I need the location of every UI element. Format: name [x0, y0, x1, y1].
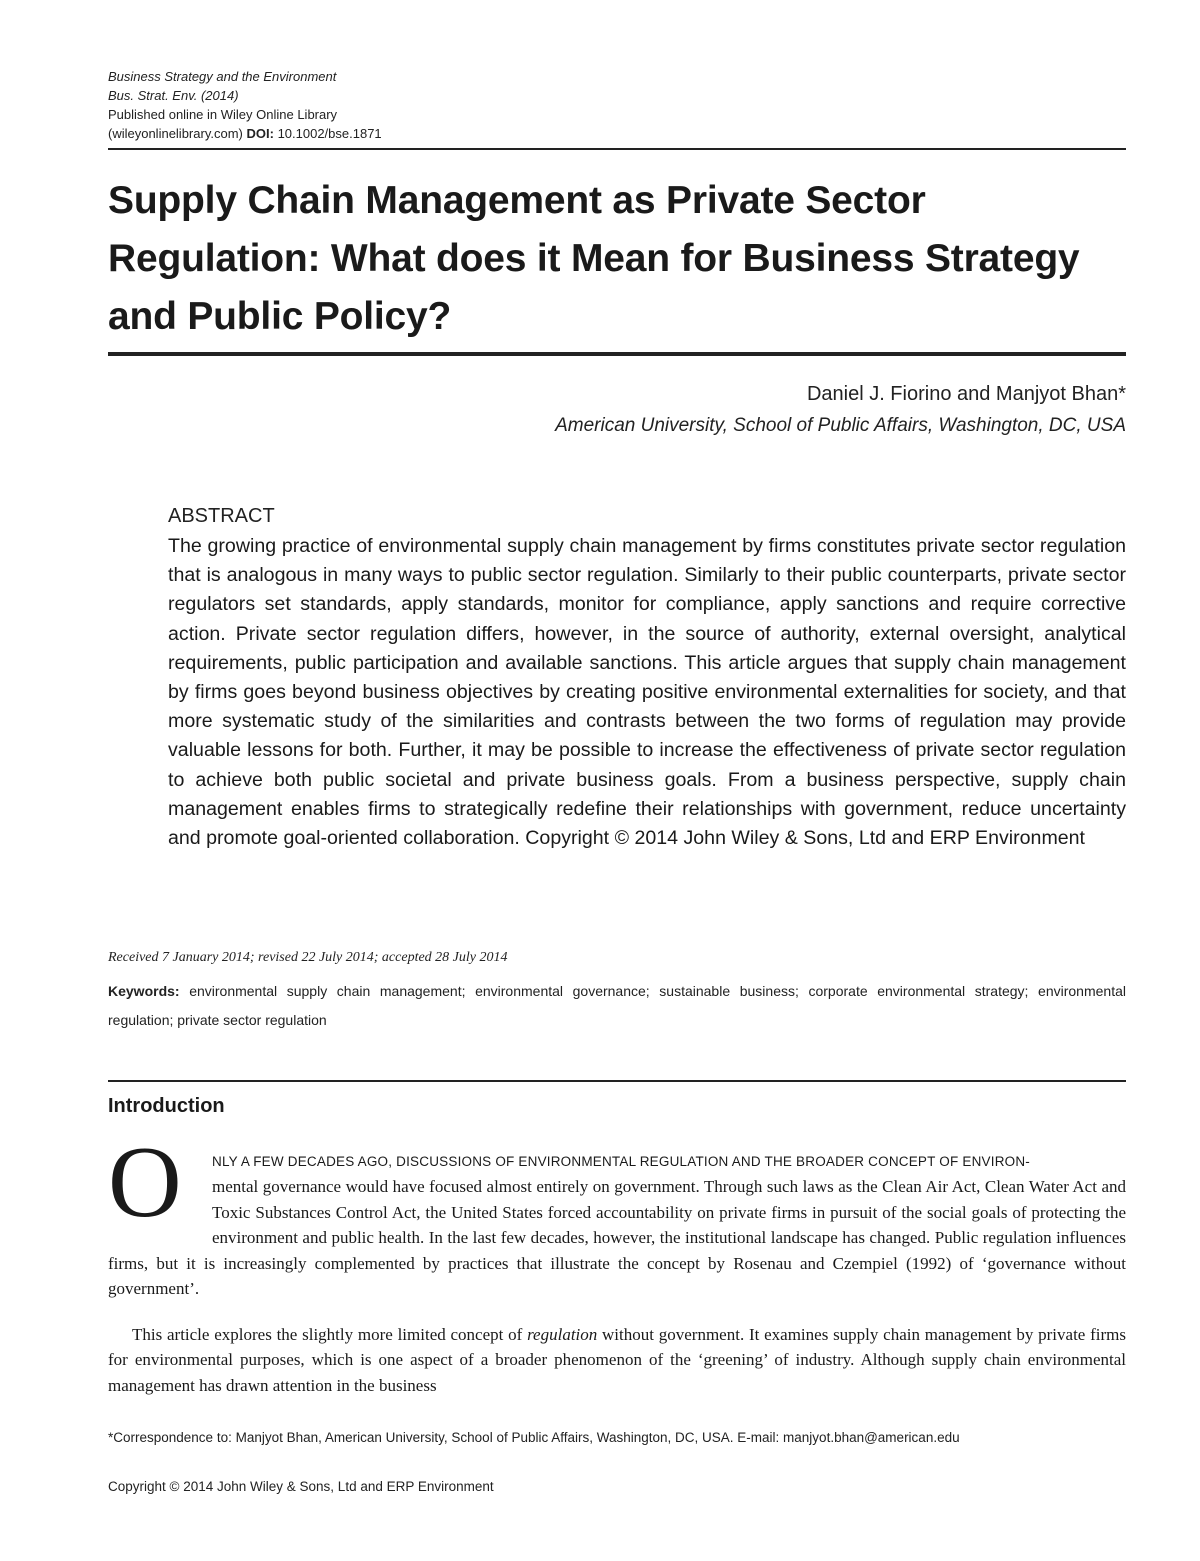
author-list: Daniel J. Fiorino and Manjyot Bhan* [806, 383, 1126, 405]
page-copyright: Copyright © 2014 John Wiley & Sons, Ltd and ERP Environment [108, 1479, 494, 1494]
doi-value[interactable]: 10.1002/bse.1871 [277, 126, 382, 141]
section-heading-introduction: Introduction [108, 1095, 225, 1117]
correspondence-footnote: *Correspondence to: Manjyot Bhan, American University, School of Public Affairs, Washington, DC, USA. E-mail: manjyot.bhan@american.edu [108, 1430, 960, 1445]
drop-cap-space [108, 1148, 212, 1246]
journal-abbrev: Bus. Strat. Env. (2014) [108, 88, 239, 103]
article-dates: Received 7 January 2014; revised 22 July 2014; accepted 28 July 2014 [108, 950, 508, 965]
journal-header [108, 67, 1128, 143]
header-divider [108, 148, 1126, 150]
intro-paragraph-1-text: mental governance would have focused almost entirely on government. Through such laws as the Clean Air Act, Clean Water Act and Toxic Substances Control Act, the United States forced accountability on private firms in pursuit of the social goals of protecting the environment and public health. In the last few decades, however, the institutional landscape has changed. Public regulation influences firms, but it is increasingly complemented by practices that illustrate the concept by Rosenau and Czempiel (1992) of ‘governance without government’. [108, 1177, 1126, 1299]
intro-lead-caps: NLY A FEW DECADES AGO, DISCUSSIONS OF ENVIRONMENTAL REGULATION AND THE BROADER CONCEPT OF ENVIRON- [212, 1154, 1030, 1169]
keywords-text: environmental supply chain management; environmental governance; sustainable business; corporate environmental strategy; environmental regulation; private sector regulation [108, 983, 1126, 1028]
article-title: Supply Chain Management as Private Sector Regulation: What does it Mean for Business Strategy and Public Policy? [108, 179, 1080, 338]
intro-paragraph-1 [108, 1148, 1126, 1301]
keywords-label: Keywords: [108, 983, 180, 999]
intro-p2-after: without government. It examines supply chain management by private firms for environmental purposes, which is one aspect of a broader phenomenon of the ‘greening’ of industry. Although supply chain environmental management has drawn attention in the business [108, 1325, 1126, 1395]
author-affiliation: American University, School of Public Affairs, Washington, DC, USA [555, 415, 1126, 436]
site-link[interactable]: (wileyonlinelibrary.com) [108, 126, 243, 141]
abstract-heading: ABSTRACT [168, 505, 275, 527]
journal-name: Business Strategy and the Environment [108, 69, 337, 84]
published-line: Published online in Wiley Online Library [108, 107, 338, 122]
title-divider [108, 352, 1126, 356]
keywords [108, 977, 1126, 1035]
section-divider [108, 1080, 1126, 1082]
intro-p2-before: This article explores the slightly more limited concept of [132, 1325, 528, 1344]
doi-line [108, 124, 1128, 143]
drop-cap: O [108, 1126, 182, 1239]
intro-paragraph-2 [108, 1322, 1126, 1398]
abstract-text: The growing practice of environmental supply chain management by firms constitutes private sector regulation that is analogous in many ways to public sector regulation. Similarly to their public counterparts, private sector regulators set standards, apply standards, monitor for compliance, apply sanctions and require corrective action. Private sector regulation differs, however, in the source of authority, external oversight, analytical requirements, public participation and available sanctions. This article argues that supply chain management by firms goes beyond business objectives by creating positive environmental externalities for society, and that more systematic study of the similarities and contrasts between the two forms of regulation may provide valuable lessons for both. Further, it may be possible to increase the effectiveness of private sector regulation to achieve both public societal and private business goals. From a business perspective, supply chain management enables firms to strategically redefine their relationships with government, reduce uncertainty and promote goal-oriented collaboration. Copyright © 2014 John Wiley & Sons, Ltd and ERP Environment [168, 535, 1126, 850]
intro-p2-italic: regulation [527, 1325, 598, 1344]
doi-label: DOI: [246, 126, 274, 141]
